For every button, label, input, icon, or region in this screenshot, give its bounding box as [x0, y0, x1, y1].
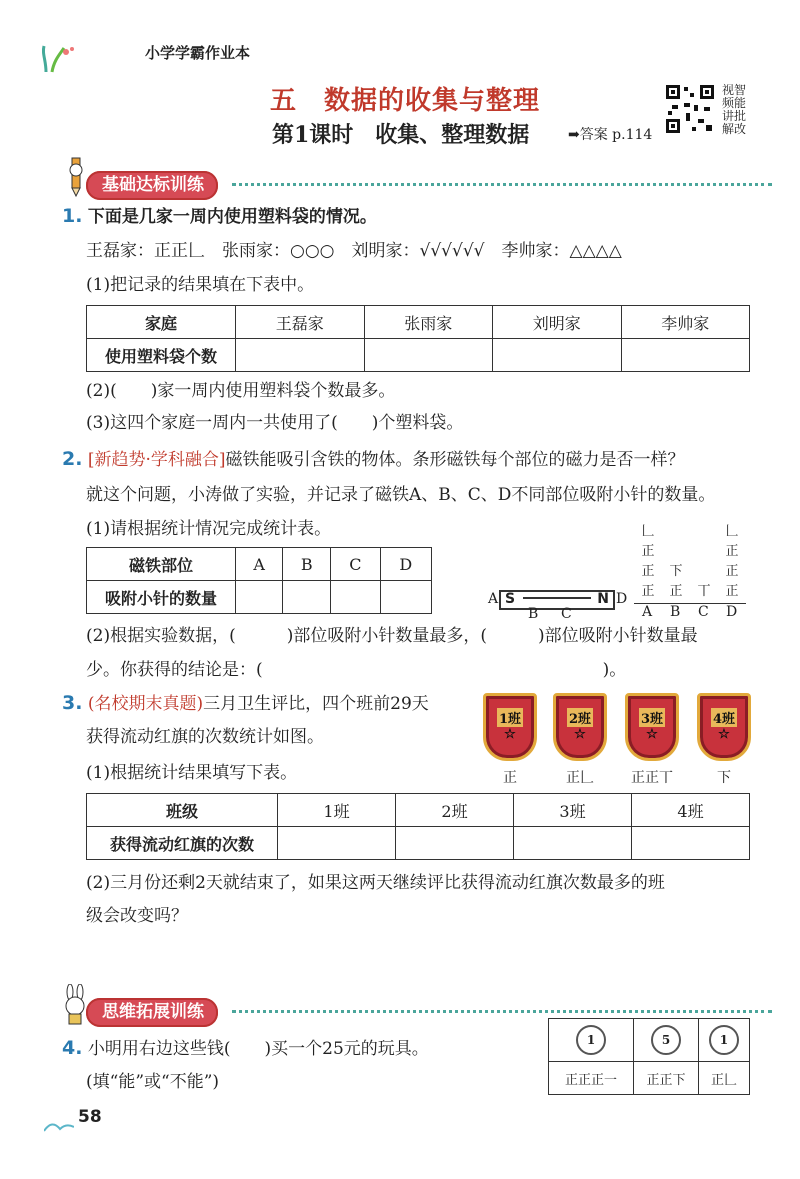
page-number: 58 — [78, 1107, 102, 1127]
answer-cell[interactable] — [514, 827, 632, 860]
q2-table — [86, 547, 432, 614]
q3-tag: (名校期末真题) — [87, 694, 204, 714]
q2-sub1: (1)请根据统计情况完成统计表。 — [86, 519, 332, 539]
flag-tally: 下 — [717, 770, 731, 786]
flag-tally: 正𠃊 — [566, 770, 594, 786]
star-icon: ☆ — [574, 727, 586, 742]
q1-table — [86, 305, 750, 372]
q1-number: 1. — [62, 205, 83, 227]
tally-mark: 正 — [725, 564, 739, 579]
table-row — [87, 339, 750, 372]
table-cell: A — [236, 548, 283, 581]
tally-label: C — [698, 604, 709, 620]
book-title: 小学学霸作业本 — [145, 44, 251, 62]
tally-mark: 丅 — [697, 584, 711, 599]
table-cell: B — [283, 548, 331, 581]
magnet-pole-n: N — [597, 591, 609, 607]
tally-col-d — [722, 522, 742, 602]
table-row — [87, 548, 432, 581]
tally-mark: 𠃊 — [641, 524, 655, 539]
magnet-pole-s: S — [505, 591, 516, 607]
flag-tally: 正正丅 — [631, 770, 673, 786]
table-cell: 吸附小针的数量 — [87, 581, 236, 614]
q3-text: 三月卫生评比，四个班前29天 — [203, 694, 429, 714]
coin-icon: 1 — [576, 1025, 606, 1055]
red-flag-2 — [553, 693, 607, 787]
tally-mark: 正 — [641, 584, 655, 599]
table-cell: 4班 — [632, 794, 750, 827]
tally-label: B — [670, 604, 681, 620]
q1-sub3: (3)这四个家庭一周内一共使用了( )个塑料袋。 — [86, 413, 464, 433]
table-cell: 班级 — [87, 794, 278, 827]
tally-mark: 正 — [669, 584, 683, 599]
answer-cell[interactable] — [632, 827, 750, 860]
q4-hint: (填“能”或“不能”) — [86, 1072, 220, 1092]
section-divider — [232, 183, 772, 186]
q2 — [62, 446, 782, 473]
logo-plant-icon — [38, 40, 78, 74]
section-extension-label: 思维拓展训练 — [86, 998, 218, 1027]
red-flag-3 — [625, 693, 679, 787]
table-cell: 张雨家 — [364, 306, 493, 339]
q2-sub2: (2)根据实验数据，( )部位吸附小针数量最多，( )部位吸附小针数量最 — [86, 626, 698, 646]
answer-cell[interactable] — [236, 339, 365, 372]
magnet-label-a: A — [488, 591, 499, 607]
q1-text: 下面是几家一周内使用塑料袋的情况。 — [87, 207, 377, 227]
table-cell: 正𠃊 — [698, 1062, 749, 1095]
q1-sub1: (1)把记录的结果填在下表中。 — [86, 275, 315, 295]
red-flag-1 — [483, 693, 537, 787]
magnet-label-d: D — [616, 591, 628, 607]
table-row — [87, 306, 750, 339]
wave-decoration-icon — [44, 1118, 74, 1132]
tally-label: A — [642, 604, 653, 620]
table-cell — [549, 1019, 634, 1062]
answer-cell[interactable] — [493, 339, 622, 372]
flag-label: 2班 — [567, 708, 593, 727]
table-cell: 2班 — [396, 794, 514, 827]
q2-tag: [新趋势·学科融合] — [87, 450, 226, 470]
tally-col-a — [638, 522, 658, 602]
coin-icon: 5 — [651, 1025, 681, 1055]
table-cell: 李帅家 — [621, 306, 750, 339]
table-cell: 刘明家 — [493, 306, 622, 339]
flag-tally: 正 — [503, 770, 517, 786]
star-icon: ☆ — [718, 727, 730, 742]
table-cell: 1班 — [278, 794, 396, 827]
table-cell: 磁铁部位 — [87, 548, 236, 581]
tally-mark: 正 — [725, 584, 739, 599]
answer-cell[interactable] — [396, 827, 514, 860]
table-cell — [634, 1019, 699, 1062]
answer-cell[interactable] — [364, 339, 493, 372]
tally-chart — [634, 515, 746, 620]
q2-text: 磁铁能吸引含铁的物体。条形磁铁每个部位的磁力是否一样？ — [225, 450, 685, 470]
flag-label: 4班 — [711, 708, 737, 727]
table-cell: 3班 — [514, 794, 632, 827]
magnet-label-c: C — [561, 606, 572, 622]
section-divider — [232, 1010, 772, 1013]
answer-reference[interactable]: ➡答案 p.114 — [568, 127, 653, 143]
q3-sub1: (1)根据统计结果填写下表。 — [86, 763, 298, 783]
table-cell: 正正正一 — [549, 1062, 634, 1095]
table-cell — [698, 1019, 749, 1062]
section-basic-training — [86, 170, 218, 195]
table-cell: D — [380, 548, 431, 581]
section-extension-training — [86, 997, 218, 1022]
tally-mark: 正 — [725, 544, 739, 559]
q3-text2: 获得流动红旗的次数统计如图。 — [86, 727, 324, 747]
qr-code-icon[interactable] — [664, 83, 716, 135]
table-cell: 家庭 — [87, 306, 236, 339]
tally-mark: 下 — [669, 564, 683, 579]
q1 — [62, 203, 377, 230]
q4-text: 小明用右边这些钱( )买一个25元的玩具。 — [87, 1039, 429, 1059]
bar-magnet — [499, 590, 615, 610]
q3 — [62, 690, 429, 717]
q2-number: 2. — [62, 448, 83, 470]
star-icon: ☆ — [646, 727, 658, 742]
flag-label: 1班 — [497, 708, 523, 727]
q3-sub2: (2)三月份还剩2天就结束了，如果这两天继续评比获得流动红旗次数最多的班 — [86, 873, 665, 893]
table-row — [87, 827, 750, 860]
q3-table — [86, 793, 750, 860]
q1-sub2: (2)( )家一周内使用塑料袋个数最多。 — [86, 381, 396, 401]
table-row — [87, 794, 750, 827]
q1-record: 王磊家：正正𠃊 张雨家：○○○ 刘明家：√√√√√√ 李帅家：△△△△ — [86, 241, 622, 261]
tally-mark: 𠃊 — [725, 524, 739, 539]
coin-icon: 1 — [709, 1025, 739, 1055]
q2-text2: 就这个问题，小涛做了实验，并记录了磁铁A、B、C、D不同部位吸附小针的数量。 — [86, 485, 716, 505]
q4 — [62, 1035, 429, 1062]
answer-cell[interactable] — [331, 581, 380, 614]
star-icon: ☆ — [504, 727, 516, 742]
unit-title: 五 数据的收集与整理 — [270, 86, 541, 116]
tally-col-b — [666, 562, 686, 602]
table-cell: 王磊家 — [236, 306, 365, 339]
red-flag-4 — [697, 693, 751, 787]
table-cell: C — [331, 548, 380, 581]
tally-label: D — [726, 604, 738, 620]
magnet-label-b: B — [528, 606, 539, 622]
answer-cell[interactable] — [621, 339, 750, 372]
table-cell: 获得流动红旗的次数 — [87, 827, 278, 860]
table-cell: 正正下 — [634, 1062, 699, 1095]
tally-mark: 正 — [641, 544, 655, 559]
q2-sub2b: 少。你获得的结论是：( )。 — [86, 660, 627, 680]
table-row — [87, 581, 432, 614]
lesson-title: 第1课时 收集、整理数据 — [272, 122, 530, 148]
flag-label: 3班 — [639, 708, 665, 727]
answer-cell[interactable] — [380, 581, 431, 614]
table-cell: 使用塑料袋个数 — [87, 339, 236, 372]
section-basic-label: 基础达标训练 — [86, 171, 218, 200]
answer-cell[interactable] — [278, 827, 396, 860]
table-row — [549, 1062, 750, 1095]
qr-caption: 视智频能讲批解改 — [722, 83, 747, 136]
answer-cell[interactable] — [283, 581, 331, 614]
tally-mark: 正 — [641, 564, 655, 579]
q3-sub2b: 级会改变吗？ — [86, 906, 188, 926]
q4-number: 4. — [62, 1037, 83, 1059]
tally-col-c — [694, 582, 714, 602]
q3-number: 3. — [62, 692, 83, 714]
coin-table — [548, 1018, 750, 1095]
answer-cell[interactable] — [236, 581, 283, 614]
table-row — [549, 1019, 750, 1062]
